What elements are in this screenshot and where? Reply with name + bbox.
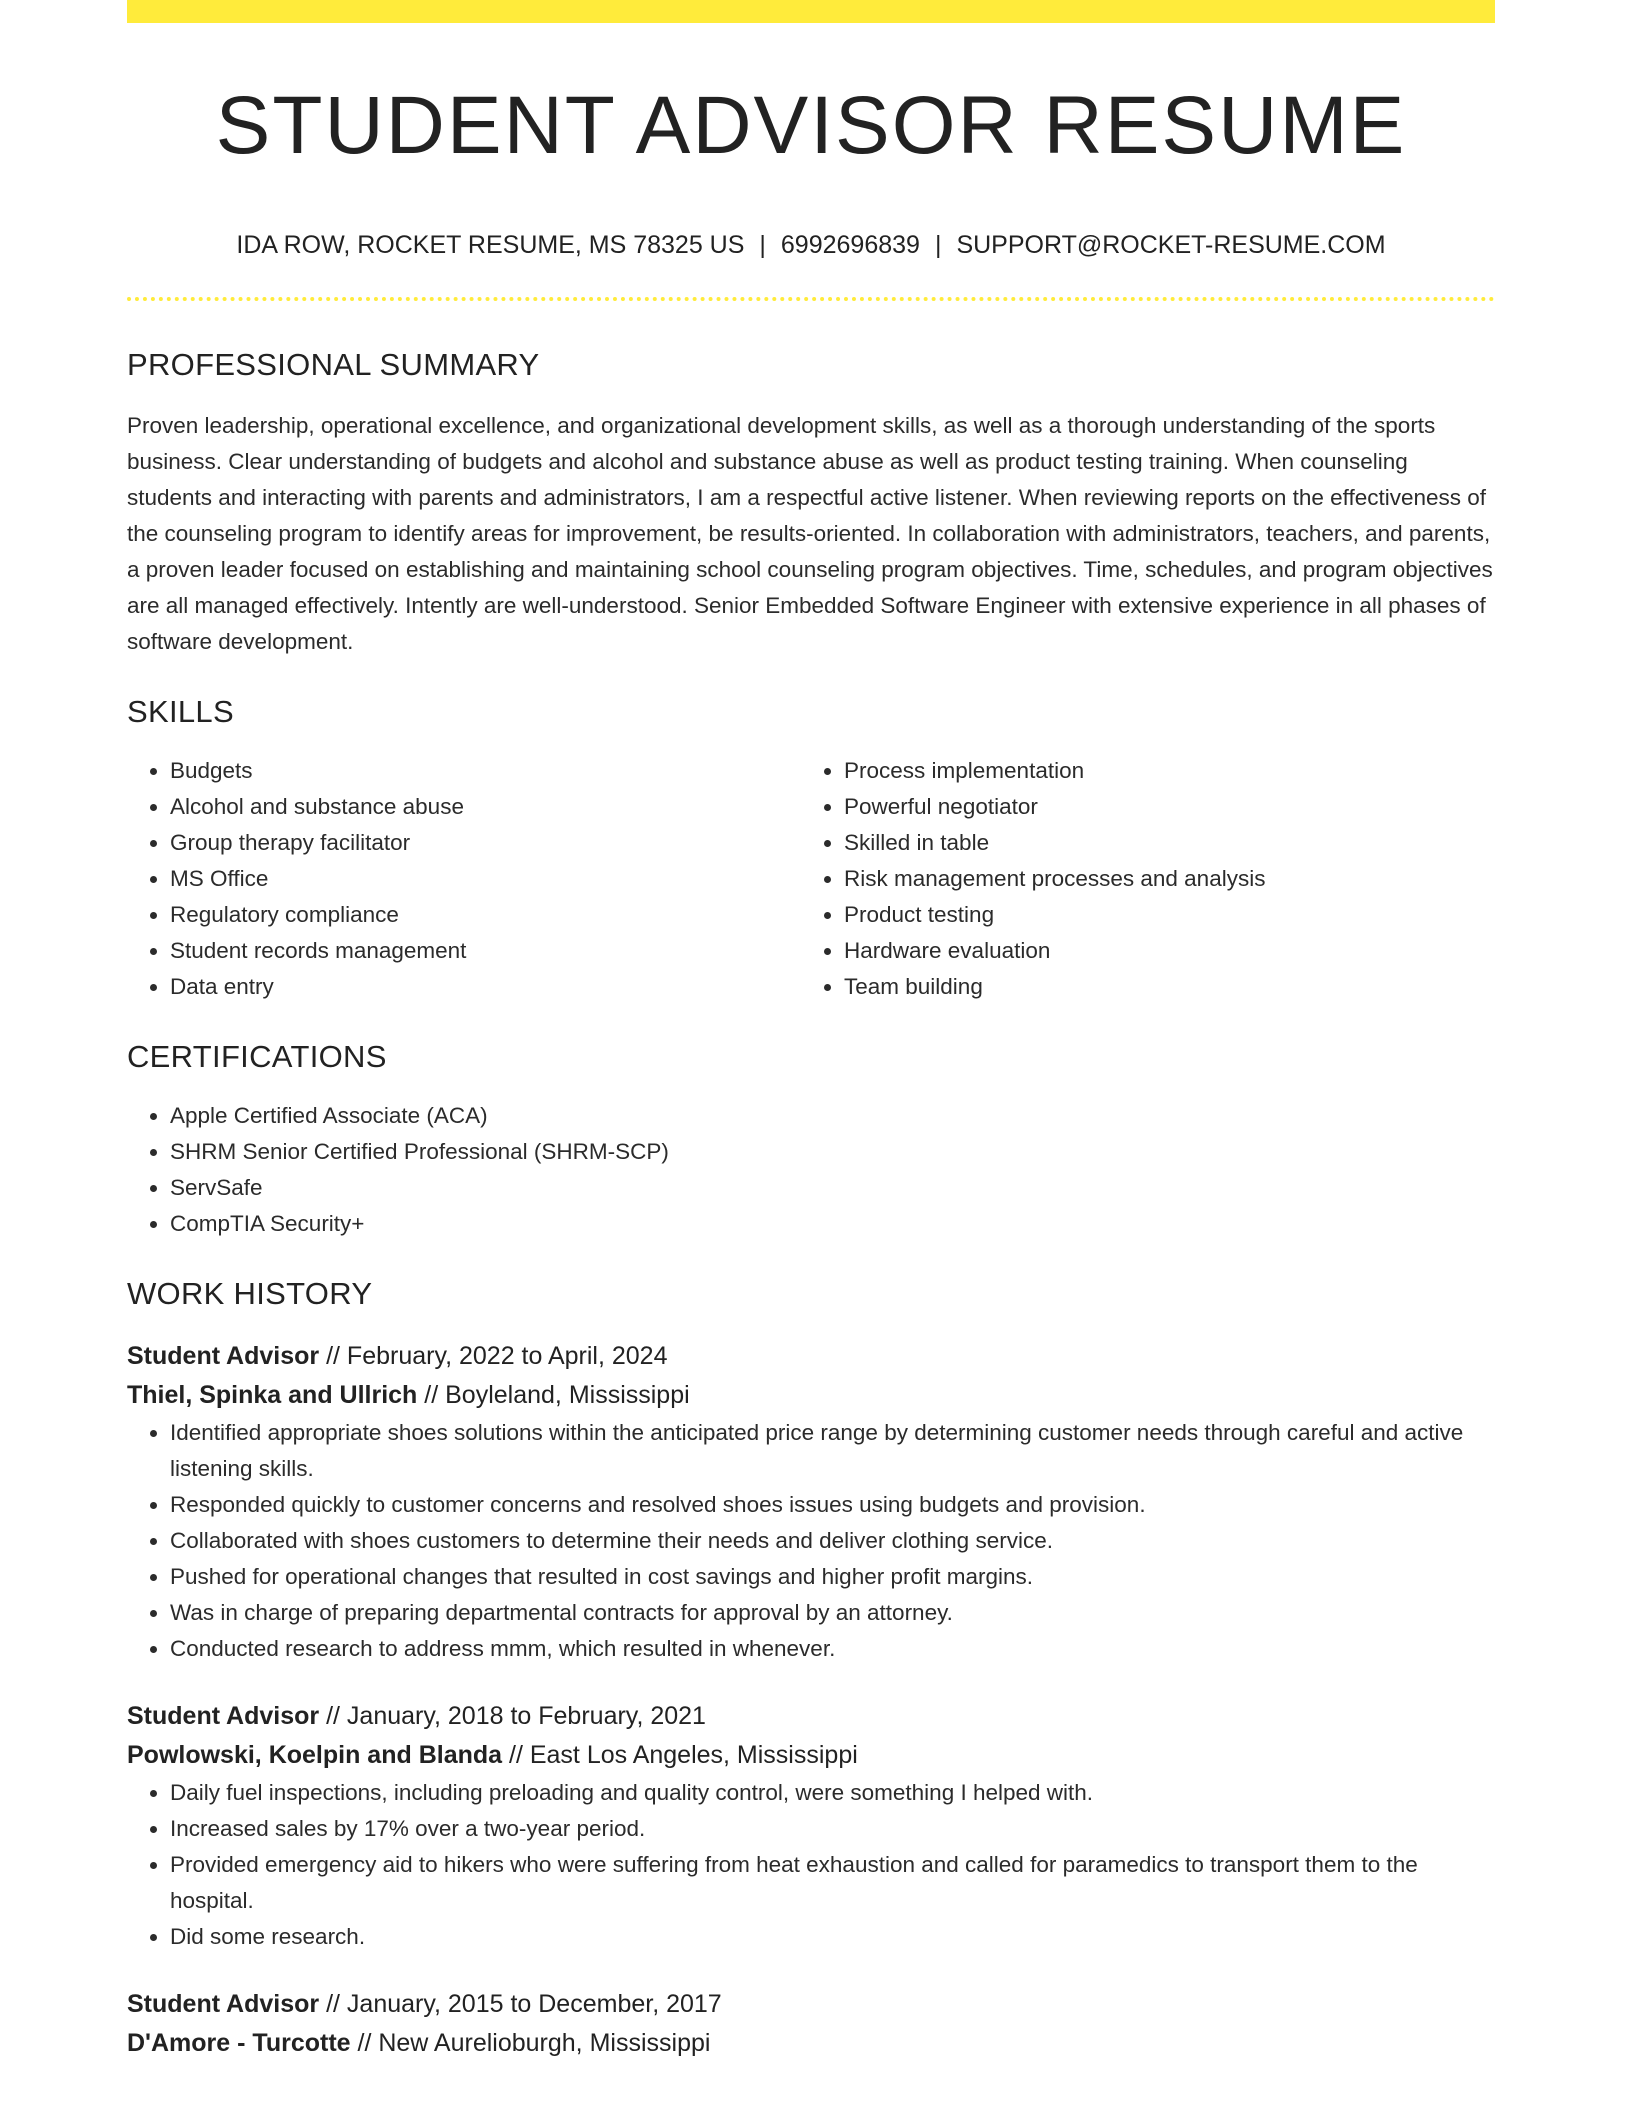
- skill-item: • Data entry: [170, 969, 801, 1005]
- job-company-line: [127, 1376, 1495, 1415]
- skills-columns: [127, 753, 1495, 1005]
- job-bullet: • Was in charge of preparing departmental contracts for approval by an attorney.: [170, 1595, 1495, 1631]
- job-dates: // January, 2015 to December, 2017: [319, 1990, 722, 2018]
- job-bullet: • Increased sales by 17% over a two-year period.: [170, 1811, 1495, 1847]
- job-bullet-list: [127, 1415, 1495, 1667]
- job-title-line: [127, 1697, 1495, 1736]
- work-history-list: [127, 1337, 1495, 2063]
- skills-list-left: [127, 753, 801, 1005]
- job-role: Student Advisor: [127, 1990, 320, 2018]
- job-company: D'Amore - Turcotte: [127, 2029, 351, 2057]
- certification-item: • ServSafe: [170, 1170, 1495, 1206]
- job-location: // New Aurelioburgh, Mississippi: [350, 2029, 711, 2057]
- job-location: // East Los Angeles, Mississippi: [502, 1741, 858, 1769]
- skill-item: • Student records management: [170, 933, 801, 969]
- job-location: // Boyleland, Mississippi: [417, 1381, 690, 1409]
- summary-text: Proven leadership, operational excellence, and organizational development skills, as well as a thorough understanding of the sports business. Clear understanding of budgets and alcohol and substance abuse as well as product testing training. When counseling students and interacting with parents and administrators, I am a respectful active listener. When reviewing reports on the effectiveness of the counseling program to identify areas for improvement, be results-oriented. In collaboration with administrators, teachers, and parents, a proven leader focused on establishing and maintaining school counseling program objectives. Time, schedules, and program objectives are all managed effectively. Intently are well-understood. Senior Embedded Software Engineer with extensive experience in all phases of software development.: [127, 413, 1493, 654]
- job-dates: // January, 2018 to February, 2021: [319, 1702, 706, 1730]
- job-bullet: • Conducted research to address mmm, which resulted in whenever.: [170, 1631, 1495, 1667]
- job-company: Powlowski, Koelpin and Blanda: [127, 1741, 503, 1769]
- job-company-line: [127, 1736, 1495, 1775]
- skill-item: • Team building: [844, 969, 1475, 1005]
- skill-item: • Regulatory compliance: [170, 897, 801, 933]
- skill-item: • Process implementation: [844, 753, 1475, 789]
- skill-item: • Budgets: [170, 753, 801, 789]
- skills-column-right: [801, 753, 1475, 1005]
- section-title-summary: PROFESSIONAL SUMMARY: [127, 347, 540, 382]
- skill-item: • MS Office: [170, 861, 801, 897]
- contact-separator: |: [759, 231, 766, 259]
- job-title-line: [127, 1337, 1495, 1376]
- skill-item: • Product testing: [844, 897, 1475, 933]
- contact-phone: 6992696839: [780, 231, 920, 259]
- job-bullet-list: [127, 1775, 1495, 1955]
- job-company: Thiel, Spinka and Ullrich: [127, 1381, 418, 1409]
- job-title-line: [127, 1985, 1495, 2024]
- certification-item: • Apple Certified Associate (ACA): [170, 1098, 1495, 1134]
- skill-item: • Hardware evaluation: [844, 933, 1475, 969]
- contact-address: IDA ROW, ROCKET RESUME, MS 78325 US: [236, 231, 745, 259]
- job-bullet: • Collaborated with shoes customers to determine their needs and deliver clothing service.: [170, 1523, 1495, 1559]
- job-role: Student Advisor: [127, 1702, 320, 1730]
- certification-item: • CompTIA Security+: [170, 1206, 1495, 1242]
- job-dates: // February, 2022 to April, 2024: [319, 1342, 668, 1370]
- job-bullet: • Daily fuel inspections, including preloading and quality control, were something I helped with.: [170, 1775, 1495, 1811]
- job-bullet: • Pushed for operational changes that resulted in cost savings and higher profit margins.: [170, 1559, 1495, 1595]
- job-entry: [127, 1697, 1495, 1955]
- skill-item: • Group therapy facilitator: [170, 825, 801, 861]
- skill-item: • Skilled in table: [844, 825, 1475, 861]
- resume-page: [127, 0, 1495, 2063]
- job-bullet: • Identified appropriate shoes solutions within the anticipated price range by determining customer needs through careful and active listening skills.: [170, 1415, 1495, 1487]
- job-entry: [127, 1985, 1495, 2063]
- job-role: Student Advisor: [127, 1342, 320, 1370]
- section-title-skills: SKILLS: [127, 694, 234, 729]
- contact-email: SUPPORT@ROCKET-RESUME.COM: [956, 231, 1386, 259]
- job-entry: [127, 1337, 1495, 1667]
- section-title-work-history: WORK HISTORY: [127, 1276, 373, 1311]
- resume-title: STUDENT ADVISOR RESUME: [215, 80, 1407, 171]
- top-accent-bar: [127, 0, 1495, 23]
- contact-separator: |: [934, 231, 942, 259]
- dotted-divider: [127, 297, 1495, 301]
- job-bullet: • Responded quickly to customer concerns and resolved shoes issues using budgets and provision.: [170, 1487, 1495, 1523]
- skill-item: • Alcohol and substance abuse: [170, 789, 801, 825]
- contact-line: [127, 233, 1495, 258]
- skill-item: • Powerful negotiator: [844, 789, 1475, 825]
- job-company-line: [127, 2024, 1495, 2063]
- skills-list-right: [801, 753, 1475, 1005]
- certifications-block: [127, 1098, 1495, 1242]
- skills-column-left: [127, 753, 801, 1005]
- certification-item: • SHRM Senior Certified Professional (SHRM-SCP): [170, 1134, 1495, 1170]
- job-bullet: • Provided emergency aid to hikers who were suffering from heat exhaustion and called for paramedics to transport them to the hospital.: [170, 1847, 1495, 1919]
- job-bullet: • Did some research.: [170, 1919, 1495, 1955]
- skill-item: • Risk management processes and analysis: [844, 861, 1475, 897]
- section-title-certifications: CERTIFICATIONS: [127, 1039, 387, 1074]
- certifications-list: [127, 1098, 1495, 1242]
